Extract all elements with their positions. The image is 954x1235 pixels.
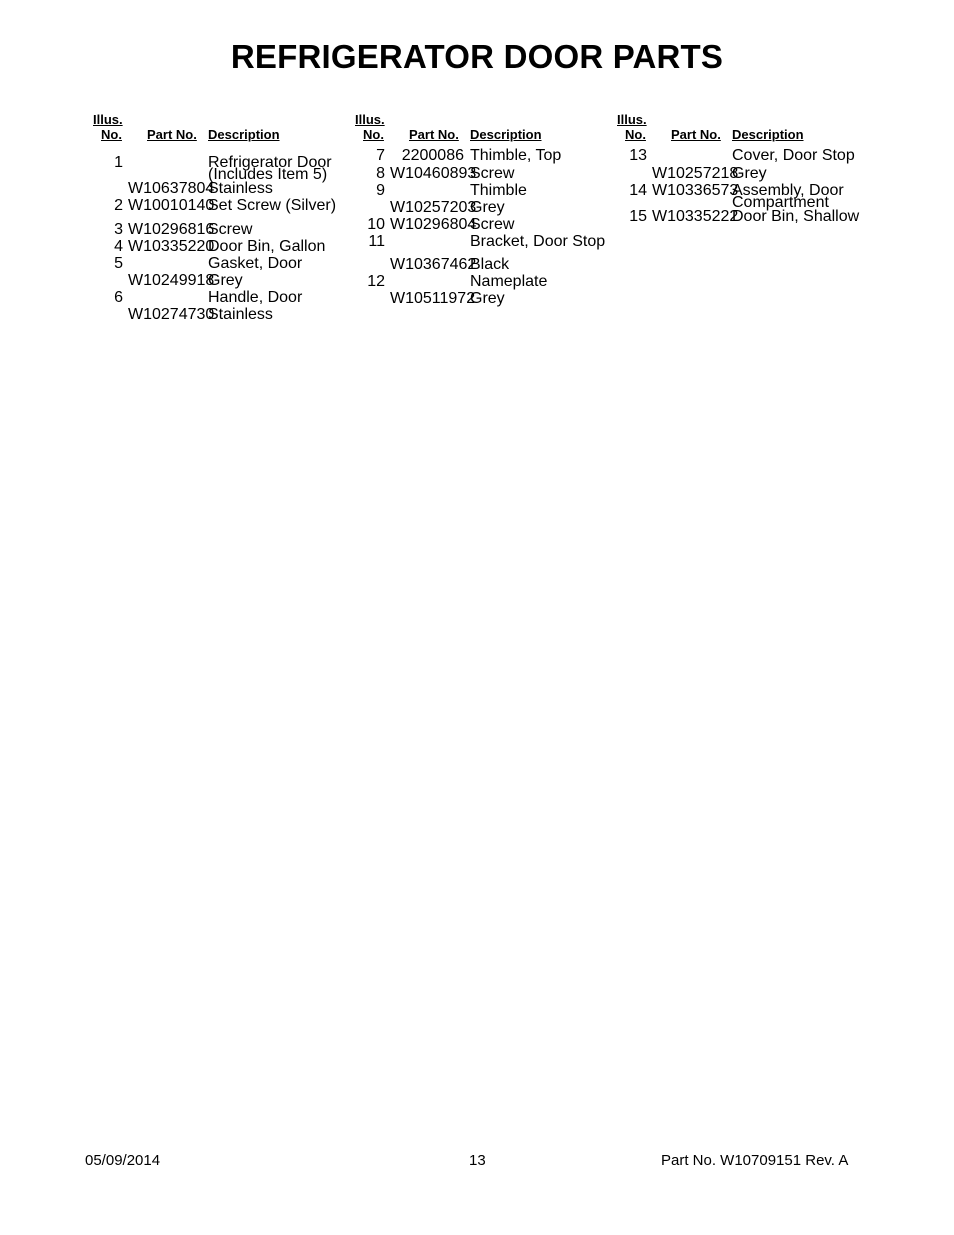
row-part-number: W10336573 [652,182,739,199]
illus-no-header-line1: Illus. [617,112,647,127]
row-part-number: W10335222 [652,208,739,225]
footer-page-number: 13 [469,1152,486,1169]
row-description: Door Bin, Shallow [732,208,860,225]
footer-part-revision: Part No. W10709151 Rev. A [661,1152,849,1169]
row-illus-no: 7 [376,147,385,164]
row-description: Screw [208,221,253,238]
row-part-number: W10257203 [390,199,477,216]
illus-no-header-line1: Illus. [355,112,385,127]
row-part-number: W10296816 [128,221,215,238]
row-illus-no: 12 [367,273,385,290]
description-header: Description [208,127,280,142]
row-description: Thimble, Top [470,147,562,164]
row-description: Gasket, Door [208,255,303,272]
row-description: Set Screw (Silver) [208,197,337,214]
illus-no-header-line2: No. [363,127,384,142]
row-description: Thimble [470,182,527,199]
part-no-header: Part No. [147,127,197,142]
row-illus-no: 15 [629,208,647,225]
illus-no-header-line2: No. [625,127,646,142]
row-description: Screw [470,165,515,182]
row-description: Grey [732,165,767,182]
row-part-number: W10460893 [390,165,477,182]
row-part-number: W10010140 [128,197,215,214]
row-description: Black [470,256,510,273]
row-part-number: 2200086 [401,147,464,164]
row-description: Assembly, Door [732,182,844,199]
row-illus-no: 11 [368,233,385,250]
row-illus-no: 10 [367,216,385,233]
description-header: Description [470,127,542,142]
illus-no-header-line1: Illus. [93,112,123,127]
row-illus-no: 9 [376,182,385,199]
row-description: (Includes Item 5) [208,166,328,183]
row-description: Grey [470,290,505,307]
row-description: Bracket, Door Stop [470,233,606,250]
row-part-number: W10296804 [390,216,477,233]
row-description: Grey [470,199,505,216]
row-illus-no: 13 [629,147,647,164]
row-description: Compartment [732,194,829,211]
row-part-number: W10367462 [390,256,477,273]
row-description: Stainless [208,306,273,323]
row-part-number: W10511972 [390,290,476,307]
page-title: REFRIGERATOR DOOR PARTS [230,38,724,75]
row-illus-no: 3 [114,221,123,238]
row-illus-no: 14 [629,182,647,199]
row-illus-no: 1 [114,154,123,171]
row-illus-no: 8 [376,165,385,182]
row-illus-no: 2 [114,197,123,214]
row-description: Grey [208,272,243,289]
row-description: Refrigerator Door [208,154,332,171]
row-description: Cover, Door Stop [732,147,855,164]
row-part-number: W10257218 [652,165,739,182]
row-description: Stainless [208,180,273,197]
row-description: Door Bin, Gallon [208,238,326,255]
row-part-number: W10637804 [128,180,215,197]
row-description: Screw [470,216,515,233]
illus-no-header-line2: No. [101,127,122,142]
row-illus-no: 5 [114,255,123,272]
part-no-header: Part No. [671,127,721,142]
row-illus-no: 4 [114,238,123,255]
row-illus-no: 6 [114,289,123,306]
row-description: Nameplate [470,273,548,290]
footer-date: 05/09/2014 [85,1152,161,1169]
row-part-number: W10249918 [128,272,215,289]
part-no-header: Part No. [409,127,459,142]
row-part-number: W10274730 [128,306,215,323]
row-part-number: W10335220 [128,238,215,255]
description-header: Description [732,127,804,142]
row-description: Handle, Door [208,289,303,306]
